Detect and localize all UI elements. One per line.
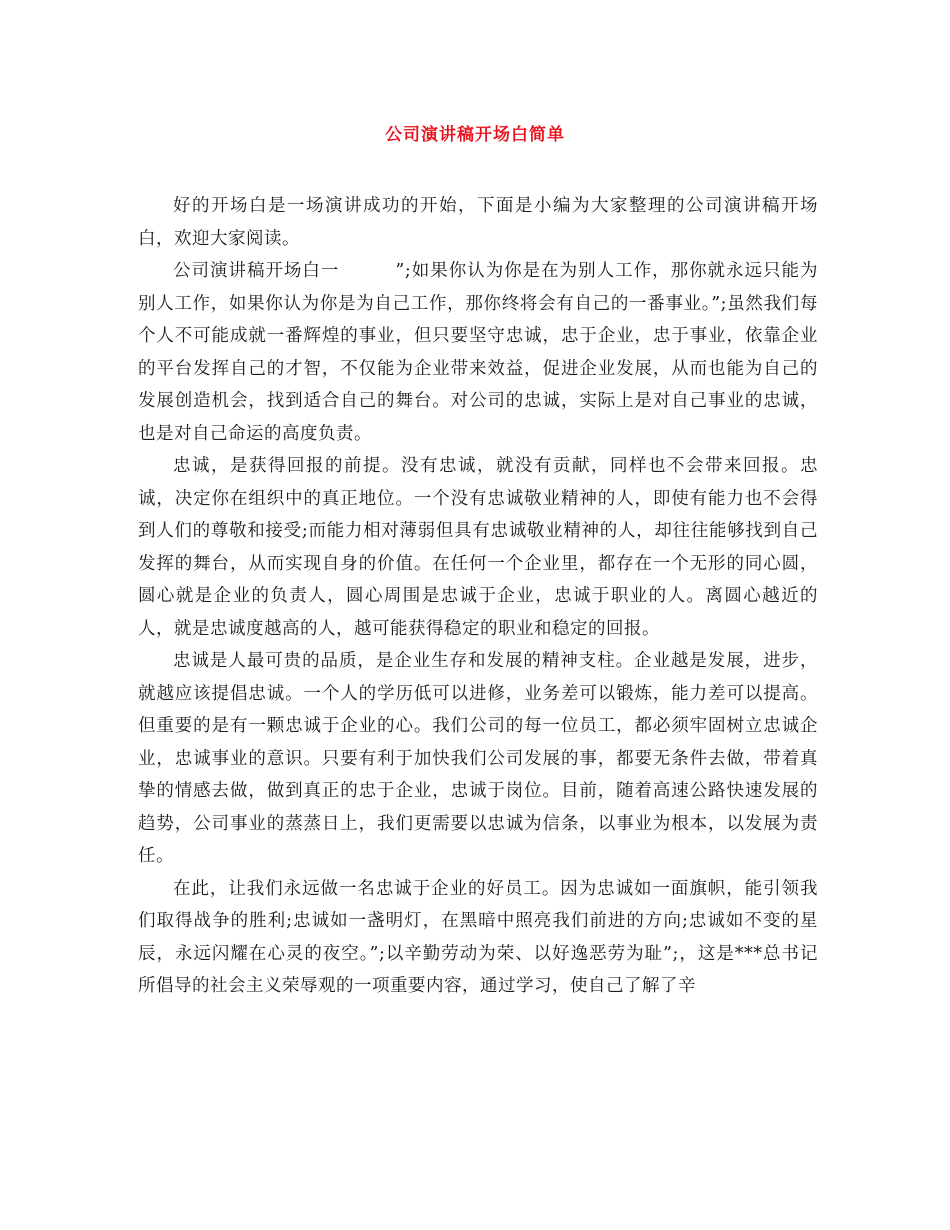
section-one-text: ”;如果你认为你是在为别人工作，那你就永远只能为别人工作，如果你认为你是为自己工作，那你终将会有自己的一番事业。”;虽然我们每个人不可能成就一番辉煌的事业，但只要坚守忠诚，忠于企业，忠于事业，依靠企业的平台发挥自己的才智，不仅能为企业带来效益，促进企业发展，从而也能为自己的发展创造机会，找到适合自己的舞台。对公司的忠诚，实际上是对自己事业的忠诚，也是对自己命运的高度负责。 (138, 261, 819, 444)
paragraph-intro: 好的开场白是一场演讲成功的开始，下面是小编为大家整理的公司演讲稿开场白，欢迎大家阅读。 (138, 196, 818, 249)
document-title: 公司演讲稿开场白简单 (385, 125, 565, 145)
paragraph-loyalty-quality: 忠诚是人最可贵的品质，是企业生存和发展的精神支柱。企业越是发展，进步，就越应该提倡忠诚。一个人的学历低可以进修，业务差可以锻炼，能力差可以提高。但重要的是有一颗忠诚于企业的心。我们公司的每一位员工，都必须牢固树立忠诚企业，忠诚事业的意识。只要有利于加快我们公司发展的事，都要无条件去做，带着真挚的情感去做，做到真正的忠于企业，忠诚于岗位。目前，随着高速公路快速发展的趋势，公司事业的蒸蒸日上，我们更需要以忠诚为信条，以事业为根本，以发展为责任。 (138, 651, 818, 866)
section-heading: 公司演讲稿开场白一 (173, 261, 340, 281)
paragraph-section-one (138, 255, 818, 450)
document-body (138, 190, 818, 1003)
paragraph-loyalty-reward: 忠诚，是获得回报的前提。没有忠诚，就没有贡献，同样也不会带来回报。忠诚，决定你在组织中的真正地位。一个没有忠诚敬业精神的人，即使有能力也不会得到人们的尊敬和接受;而能力相对薄弱但具有忠诚敬业精神的人，却往往能够找到自己发挥的舞台，从而实现自身的价值。在任何一个企业里，都存在一个无形的同心圆，圆心就是企业的负责人，圆心周围是忠诚于企业，忠诚于职业的人。离圆心越近的人，就是忠诚度越高的人，越可能获得稳定的职业和稳定的回报。 (138, 456, 818, 639)
paragraph-closing: 在此，让我们永远做一名忠诚于企业的好员工。因为忠诚如一面旗帜，能引领我们取得战争的胜利;忠诚如一盏明灯，在黑暗中照亮我们前进的方向;忠诚如不变的星辰，永远闪耀在心灵的夜空。”;以辛勤劳动为荣、以好逸恶劳为耻”;，这是***总书记所倡导的社会主义荣辱观的一项重要内容，通过学习，使自己了解了辛 (138, 878, 818, 996)
